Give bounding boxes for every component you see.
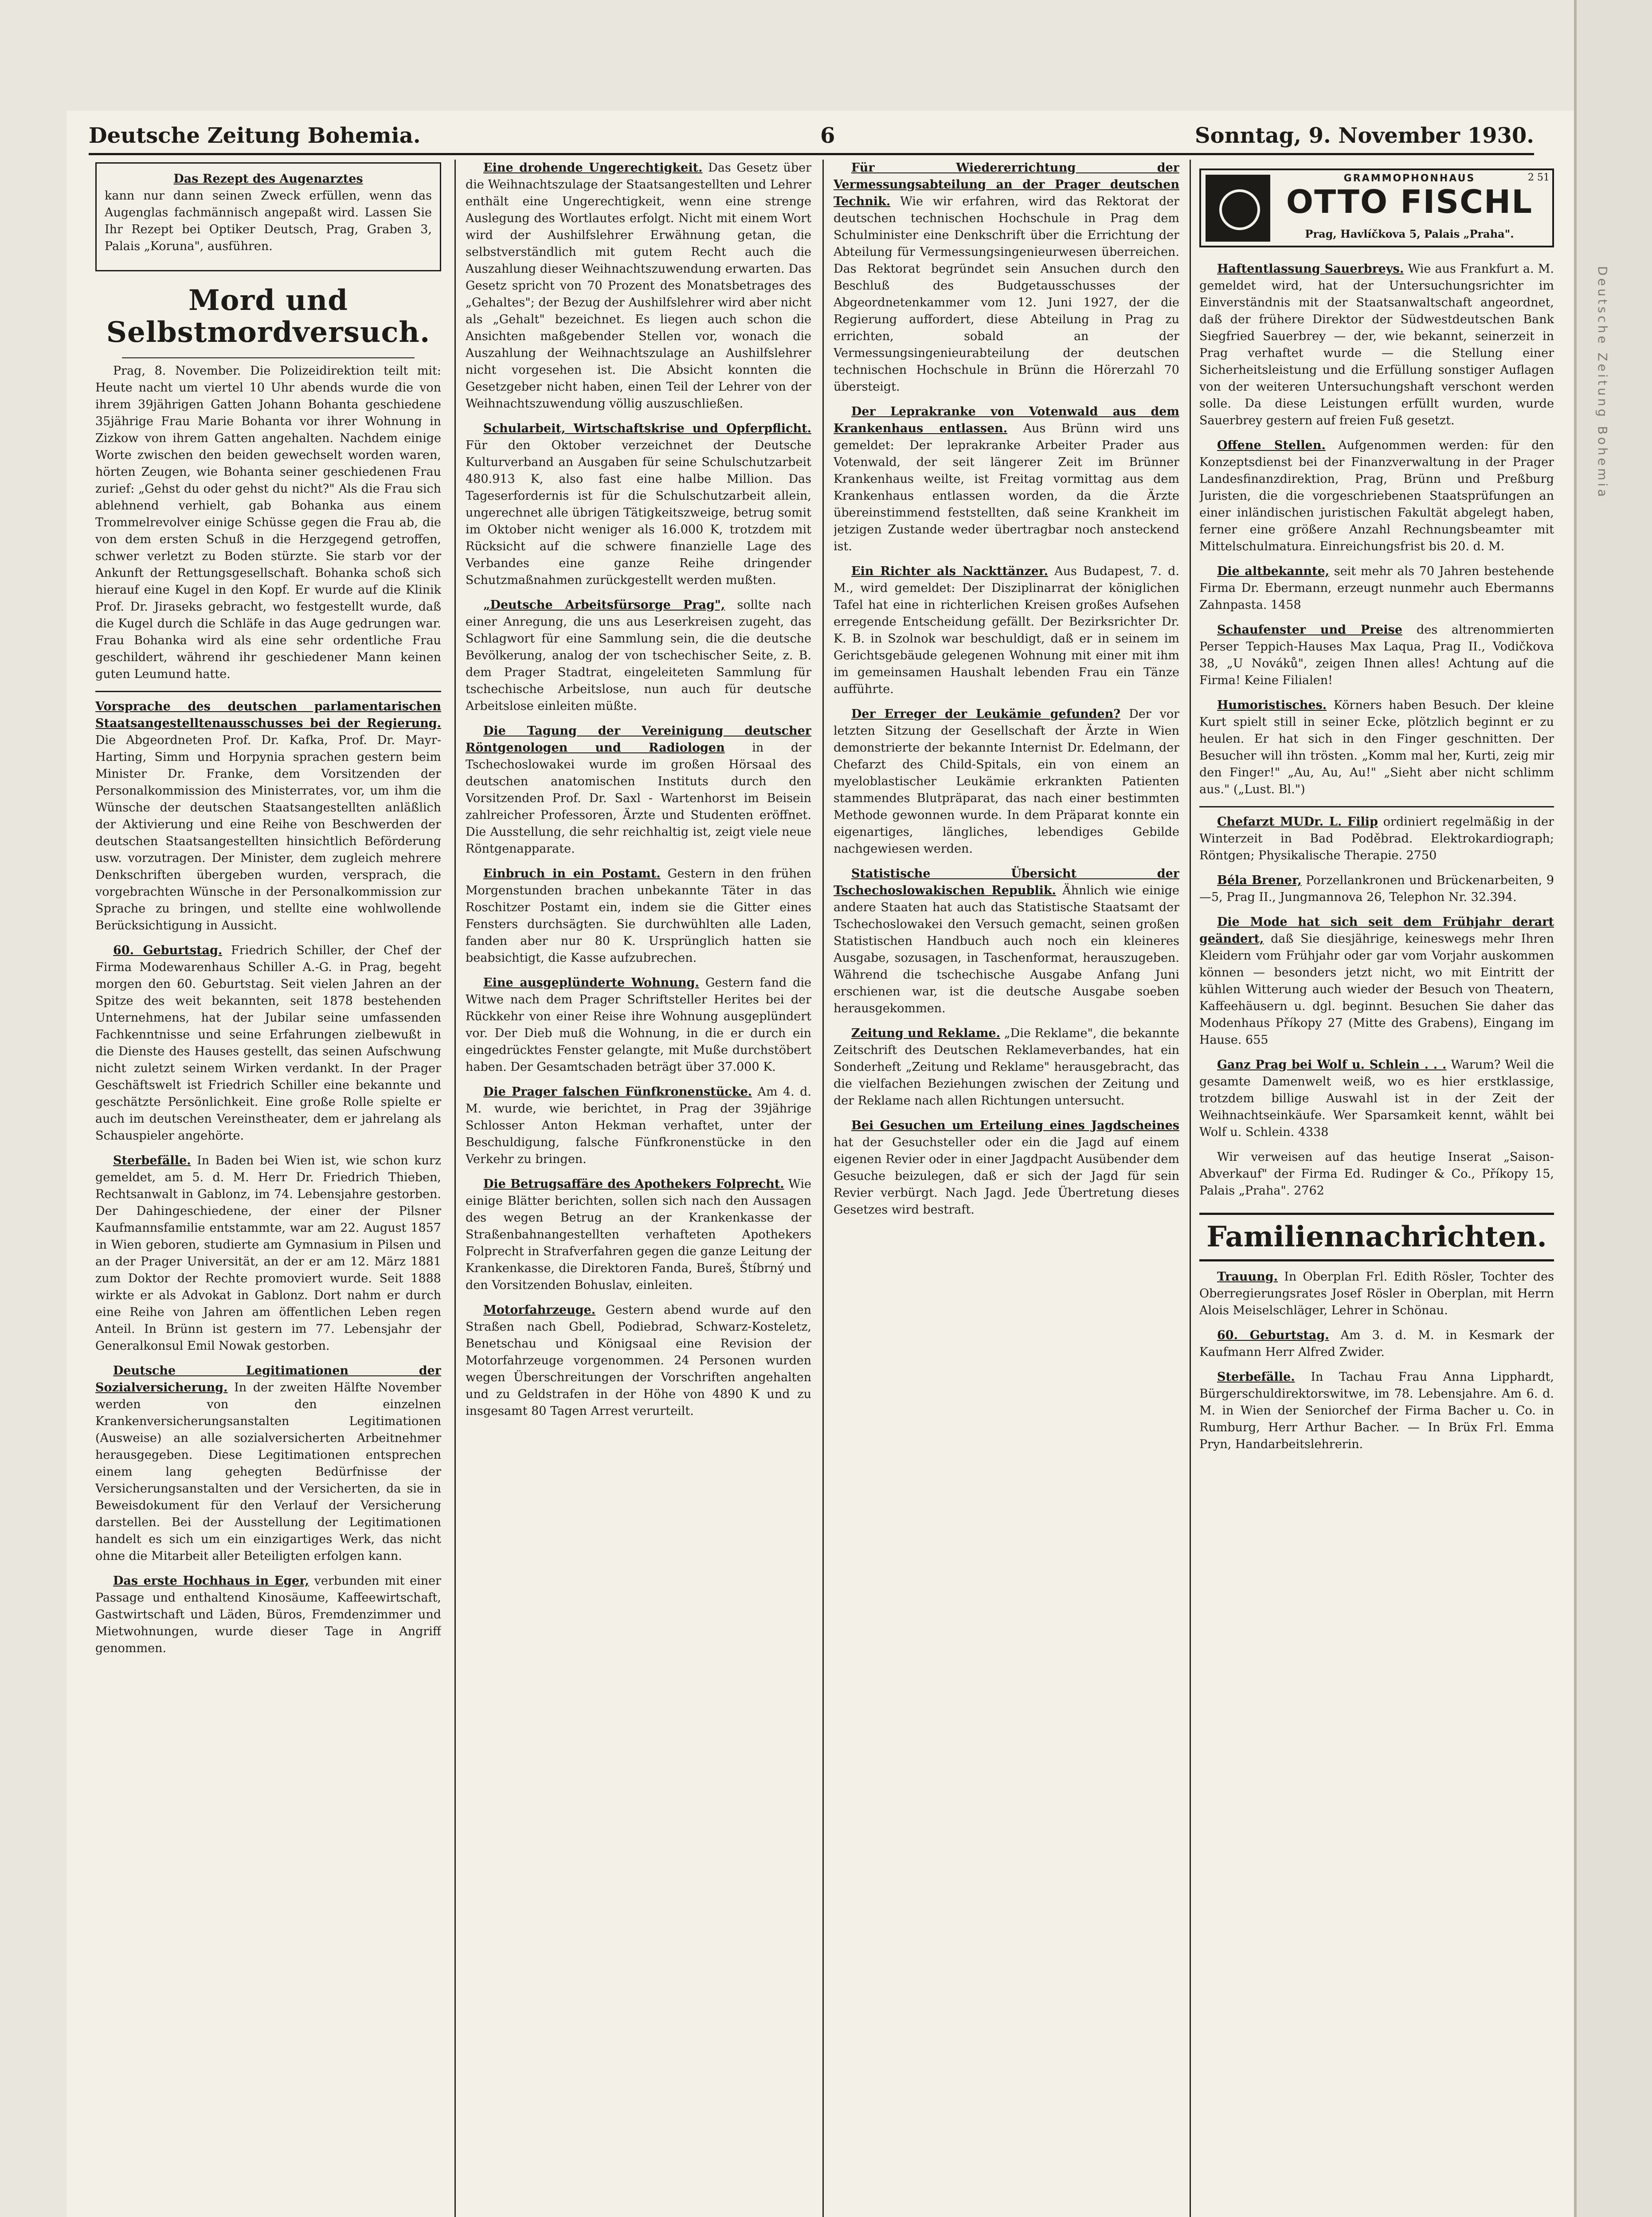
article-body: Am 4. d. M. wurde, wie berichtet, in Prag der 39jährige Schlosser Anton Hekman verhaftet, unter der Beschuldigung, falsche Fünfkronenstücke in den Verkehr zu bringen. xyxy=(466,1085,811,1166)
article-title: Die Tagung der Vereinigung deutscher Röntgenologen und Radiologen xyxy=(466,724,811,755)
article-body: daß Sie diesjährige, keineswegs mehr Ihren Kleidern vom Frühjahr oder gar vom Vorjahr auskommen können — besonders jetzt nicht, wo mit Eintritt der kühlen Witterung auch wieder der Besuch von Theatern, Kaffeehäusern u. dgl. beginnt. Besuchen Sie daher das Modenhaus Příkopy 27 (Mitte des Grabens), Eingang im Hause. xyxy=(1199,932,1554,1047)
article-body: Gestern fand die Witwe nach dem Prager Schriftsteller Herites bei der Rückkehr von einer Reise ihre Wohnung ausgeplündert vor. Der Dieb muß die Wohnung, in die er durch ein eingedrücktes Fenster gelangte, mit Muße durchstöbert haben. Der Gesamtschaden beträgt über 37.000 K. xyxy=(466,976,811,1074)
article-title: Das erste Hochhaus in Eger, xyxy=(113,1574,309,1588)
article-title: Bei Gesuchen um Erteilung eines Jagdscheines xyxy=(851,1119,1179,1132)
article-body: Ähnlich wie einige andere Staaten hat auch das Statistische Staatsamt der Tschechoslowakei den Versuch gemacht, seinen großen Statistischen Handbuch auch noch ein kleineres Ausgabe, sozusagen, in Taschenformat, herauszugeben. Während die tschechische Ausgabe Anfang Juni erschienen war, ist die deutsche Ausgabe soeben herausgekommen. xyxy=(834,884,1179,1015)
article-title: Die altbekannte, xyxy=(1217,564,1330,578)
article-title: 60. Geburtstag. xyxy=(1217,1328,1329,1342)
article-title: Die Prager falschen Fünfkronenstücke. xyxy=(483,1085,752,1099)
article-title: Der Leprakranke von Votenwald aus dem Krankenhaus entlassen. xyxy=(834,405,1179,435)
article-body: Wir verweisen auf das heutige Inserat „Saison-Abverkauf" der Firma Ed. Rudinger & Co., Příkopy 15, Palais „Praha". xyxy=(1199,1150,1554,1198)
family-news-headline: Familiennachrichten. xyxy=(1199,1213,1554,1261)
grammophon-ad xyxy=(1199,168,1554,247)
notice-number: 2750 xyxy=(1406,849,1437,862)
article-title: Sterbefälle. xyxy=(113,1154,191,1167)
section-rule xyxy=(1199,806,1554,807)
ad-kicker: GRAMMOPHONHAUS xyxy=(1343,173,1476,184)
article-body: In Oberplan Frl. Edith Rösler, Tochter des Oberregierungsrates Josef Rösler in Oberplan, mit Herrn Alois Meiselschläger, Lehrer in Schönau. xyxy=(1199,1270,1554,1317)
article-title: Statistische Übersicht der Tschechoslowakischen Republik. xyxy=(834,867,1179,897)
headline-rule xyxy=(122,357,415,358)
article-title: Der Erreger der Leukämie gefunden? xyxy=(851,707,1121,721)
article-body: Der vor letzten Sitzung der Gesellschaft der Ärzte in Wien demonstrierte der bekannte Internist Dr. Edelmann, der Chefarzt des Child-Spitals, ein von einem an myeloblastischer Leukämie erkrankten Patienten stammendes Blutpräparat, das nach einer bestimmten Methode gewonnen wurde. In dem Präparat konnte ein eigenartiges, längliches, lebendiges Gebilde nachgewiesen werden. xyxy=(834,707,1179,856)
article-body: In der zweiten Hälfte November werden von den einzelnen Krankenversicherungsanstalten Legitimationen (Ausweise) an alle sozialversicherten Arbeitnehmer herausgegeben. Diese Legitimationen entsprechen einem lang gehegten Bedürfnisse der Versicherungsanstalten und der Versicherten, da sie in Beweisdokument für den Verlauf der Versicherung darstellen. Bei der Ausstellung der Legitimationen handelt es sich um ein einzigartiges Werk, das nicht ohne die Mitarbeit aller Beteiligten erfolgen kann. xyxy=(95,1381,441,1563)
article-body: In Tachau Frau Anna Lipphardt, Bürgerschuldirektorswitwe, im 78. Lebensjahre. Am 6. d. M. in Wien der Seniorchef der Firma Bacher u. Co. in Rumburg, Herr Arthur Bacher. — In Brüx Frl. Emma Pryn, Handarbeitslehrerin. xyxy=(1199,1370,1554,1451)
notice-number: 1458 xyxy=(1271,598,1301,612)
article-body: Für den Oktober verzeichnet der Deutsche Kulturverband an Ausgaben für seine Schulschutzarbeit 480.913 K, also fast eine halbe Million. Das Tageserfordernis ist für die Schulschutzarbeit allein, ungerechnet alle übrigen Tätigkeitszweige, betrug somit im Oktober nicht weniger als 16.000 K, trotzdem mit Rücksicht auf die schwere finanzielle Lage des Verbandes eine ganze Reihe dringender Schutzmaßnahmen zurückgestellt werden mußten. xyxy=(466,439,811,587)
column-4 xyxy=(1199,160,1554,2217)
article-title: Haftentlassung Sauerbreys. xyxy=(1217,262,1404,276)
article-title: Für Wiedererrichtung der Vermessungsabteilung an der Prager deutschen Technik. xyxy=(834,161,1179,208)
article-body: Körners haben Besuch. Der kleine Kurt spielt still in seiner Ecke, plötzlich beginnt er zu heulen. Er hat sich in den Finger geschnitten. Der Besucher will ihn trösten. „Komm mal her, Kurti, zeig mir den Finger!" „Au, Au, Au!" „Sieht aber nicht schlimm aus." („Lust. Bl.") xyxy=(1199,698,1554,796)
article-body: in der Tschechoslowakei wurde im großen Hörsaal des deutschen anatomischen Instituts durch den Vorsitzenden Prof. Dr. Saxl - Wartenhorst im Beisein zahlreicher Professoren, Ärzte und Studenten eröffnet. Die Ausstellung, die sehr reichhaltig ist, zeigt viele neue Röntgenapparate. xyxy=(466,741,811,856)
section-rule xyxy=(95,691,441,692)
article-body: Wie wir erfahren, wird das Rektorat der deutschen technischen Hochschule in Prag dem Schulminister eine Denkschrift über die Errichtung der Abteilung für Vermessungsingenieurwesen überreichen. Das Rektorat begründet sein Ansuchen durch den Beschluß des Budgetausschusses der Abgeordnetenkammer vom 12. Juni 1927, der die Regierung auffordert, diese Abteilung in Prag zu errichten, sobald an der Vermessungsingenieurabteilung der deutschen technischen Hochschule in Brünn die Hörerzahl 70 übersteigt. xyxy=(834,195,1179,394)
article-body: Die Abgeordneten Prof. Dr. Kafka, Prof. Dr. Mayr-Harting, Simm und Horpynia sprachen gestern beim Minister Dr. Franke, dem Vorsitzenden der Personalkommission des Ministerrates, vor, um ihm die Wünsche der deutschen Staatsangestellten anläßlich der Aktivierung und eine Reihe von Beschwerden der deutschen Staatsangestellten hinsichtlich Beförderung usw. vorzutragen. Der Minister, dem zugleich mehrere Denkschriften übergeben wurden, versprach, die vorgebrachten Wünsche in der Personalkommission zur Sprache zu bringen, und stellte eine wohlwollende Berücksichtigung in Aussicht. xyxy=(95,733,441,932)
ad-brand-name: OTTO FISCHL xyxy=(1286,183,1533,220)
ad-text: kann nur dann seinen Zweck erfüllen, wenn das Augenglas fachmännisch angepaßt wird. Lassen Sie Ihr Rezept bei Optiker Deutsch, Prag, Graben 3, Palais „Koruna", ausführen. xyxy=(105,189,432,253)
article-body: Aus Brünn wird uns gemeldet: Der leprakranke Arbeiter Prader aus Votenwald, der seit längerer Zeit im Brünner Krankenhaus weilte, ist Freitag vormittag aus dem Krankenhaus entlassen worden, da die Ärzte übereinstimmend feststellten, daß seine Krankheit im jetzigen Zustande weder übertragbar noch ansteckend ist. xyxy=(834,422,1179,553)
article-title: 60. Geburtstag. xyxy=(113,944,223,957)
article-body: verbunden mit einer Passage und enthaltend Kinosäume, Kaffeewirtschaft, Gastwirtschaft und Läden, Büros, Fremdenzimmer und Mietwohnungen, wurde dieser Tage in Angriff genommen. xyxy=(95,1574,441,1655)
column-2 xyxy=(466,160,811,2217)
article-body: seit mehr als 70 Jahren bestehende Firma Dr. Ebermann, erzeugt nunmehr auch Ebermanns Zahnpasta. xyxy=(1199,564,1554,612)
article-title: Vorsprache des deutschen parlamentarischen Staatsangestelltenausschusses bei der Regierung. xyxy=(95,700,441,730)
newspaper-title: Deutsche Zeitung Bohemia. xyxy=(89,123,421,148)
ad-number: 2 51 xyxy=(1528,172,1550,183)
article-body: Prag, 8. November. Die Polizeidirektion teilt mit: Heute nacht um viertel 10 Uhr abends wurde die von ihrem 39jährigen Gatten Johann Bohanta geschiedene 35jährige Frau Marie Bohanta vor ihrer Wohnung in Zizkow von ihrem Gatten angehalten. Nachdem einige Worte zwischen den beiden gewechselt worden waren, hörten Zeugen, wie Bohanta seiner geschiedenen Frau zurief: „Gehst du oder gehst du nicht?" Als die Frau sich ablehnend verhielt, gab Bohanka aus einem Trommelrevolver einige Schüsse gegen die Frau ab, die von dem ersten Schuß in die Herzgegend getroffen, schwer verletzt zu Boden stürzte. Sie starb vor der Ankunft der Rettungsgesellschaft. Bohanka schoß sich hierauf eine Kugel in den Kopf. Er wurde auf die Klinik Prof. Dr. Jiraseks gebracht, wo festgestellt wurde, daß die Kugel durch die Schläfe in das Auge gedrungen war. Frau Bohanka wird als eine sehr ordentliche Frau geschildert, während ihr geschiedener Mann keinen guten Leumund hatte. xyxy=(95,364,441,681)
article-title: Einbruch in ein Postamt. xyxy=(483,867,661,881)
optician-ad xyxy=(95,162,441,271)
page-header xyxy=(89,123,1534,150)
notice-number: 655 xyxy=(1245,1033,1268,1047)
article-title: „Deutsche Arbeitsfürsorge Prag", xyxy=(483,598,725,612)
ad-title: Das Rezept des Augenarztes xyxy=(173,172,363,186)
article-body: Gestern abend wurde auf den Straßen nach Gbell, Podiebrad, Schwarz-Kosteletz, Benetschau und Königsaal eine Revision der Motorfahrzeuge vorgenommen. 24 Personen wurden wegen Überschreitungen der Vorschriften angehalten und zu Geldstrafen in der Höhe von 4890 K und zu insgesamt 80 Tagen Arrest verurteilt. xyxy=(466,1303,811,1418)
article-body: Wie aus Frankfurt a. M. gemeldet wird, hat der Untersuchungsrichter im Einverständnis mit der Staatsanwaltschaft angeordnet, daß der frühere Direktor der Südwestdeutschen Bank Siegfried Sauerbrey — der, wie bekannt, seinerzeit in Prag verhaftet wurde — die Stellung einer Sicherheitsleistung und die Erfüllung sonstiger Auflagen von der weiteren Untersuchungshaft verschont werden solle. Da diese Leistungen erfüllt wurden, wurde Sauerbrey gestern auf freien Fuß gesetzt. xyxy=(1199,262,1554,427)
ad-address: Prag, Havlíčkova 5, Palais „Praha". xyxy=(1305,227,1514,240)
column-1 xyxy=(95,160,441,2217)
article-title: Ganz Prag bei Wolf u. Schlein . . . xyxy=(1217,1058,1447,1072)
column-divider xyxy=(822,160,824,2217)
article-title: Eine drohende Ungerechtigkeit. xyxy=(483,161,703,175)
article-body: hat der Gesuchsteller oder ein die Jagd auf einem eigenen Revier oder in einer Jagdpacht Ausübender dem Gesuche beizulegen, daß er sich der Jagd für sein Revier verbürgt. Nach Jagd. Jede Übertretung dieses Gesetzes wird bestraft. xyxy=(834,1136,1179,1217)
article-title: Trauung. xyxy=(1217,1270,1278,1284)
article-title: Eine ausgeplünderte Wohnung. xyxy=(483,976,699,990)
page-number: 6 xyxy=(820,123,835,148)
article-body: Friedrich Schiller, der Chef der Firma Modewarenhaus Schiller A.-G. in Prag, begeht morgen den 60. Geburtstag. Seit vielen Jahren an der Spitze des weit bekannten, seit 1878 bestehenden Unternehmens, hat der Jubilar seine umfassenden Fachkenntnisse und seine Erfahrungen zielbewußt in die Dienste des Hauses gestellt, das seinen Aufschwung nicht zuletzt seinem Wirken verdankt. In der Prager Geschäftswelt ist Friedrich Schiller eine bekannte und geschätzte Persönlichkeit. Eine große Rolle spielte er auch im deutschen Vereinstheater, dem er jahrelang als Schauspieler angehörte. xyxy=(95,944,441,1143)
article-body: Aufgenommen werden: für den Konzeptsdienst bei der Finanzverwaltung in der Prager Landesfinanzdirektion, Prag, Brünn und Preßburg Juristen, die die vorgeschriebenen Staatsprüfungen an einer inländischen juristischen Fakultät abgelegt haben, ferner eine größere Anzahl Rechnungsbeamter mit Mittelschulmatura. Einreichungsfrist bis 20. d. M. xyxy=(1199,439,1554,553)
article-title: Schaufenster und Preise xyxy=(1217,623,1403,637)
article-headline: Mord und Selbstmordversuch. xyxy=(106,284,431,349)
article-title: Humoristisches. xyxy=(1217,698,1327,712)
article-body: „Die Reklame", die bekannte Zeitschrift des Deutschen Reklameverbandes, hat ein Sonderheft „Zeitung und Reklame" herausgebracht, das die vielfachen Beziehungen zwischen der Zeitung und der Reklame nach allen Richtungen untersucht. xyxy=(834,1026,1179,1108)
article-title: Chefarzt MUDr. L. Filip xyxy=(1217,815,1378,829)
article-body: Das Gesetz über die Weihnachtszulage der Staatsangestellten und Lehrer enthält eine Ungerechtigkeit, wenn eine strenge Auslegung des Wortlautes erfolgt. Nicht mit einem Wort wird der Aushilfslehrer Erwähnung getan, die selbstverständlich mit gutem Recht auch die Auszahlung dieser Weihnachtszuwendung erwarten. Das Gesetz spricht von 70 Prozent des Monatsbetrages des „Gehaltes"; der Bezug der Aushilfslehrer wird aber nicht als „Gehalt" bezeichnet. Es liegen auch schon die Ansichten maßgebender Stellen vor, wonach die Auszahlung der Weihnachtszulage an Aushilfslehrer nicht vorgesehen ist. Die Absicht konnten die Gesetzgeber nicht haben, einen Teil der Lehrer von der Weihnachtszuwendung völlig auszuschließen. xyxy=(466,161,811,411)
article-title: Zeitung und Reklame. xyxy=(851,1026,1001,1040)
margin-label: Deutsche Zeitung Bohemia xyxy=(1595,266,1610,500)
issue-date: Sonntag, 9. November 1930. xyxy=(1194,123,1534,148)
column-divider xyxy=(1190,160,1191,2217)
header-rule xyxy=(89,153,1534,155)
article-body: des altrenommierten Perser Teppich-Hauses Max Laqua, Prag II., Vodičkova 38, „U Nováků", zeigen Ihnen alles! Achtung auf die Firma! Keine Filialen! xyxy=(1199,623,1554,687)
article-title: Die Mode hat sich seit dem Frühjahr derart geändert, xyxy=(1199,915,1554,946)
article-body: sollte nach einer Anregung, die uns aus Leserkreisen zugeht, das Schlagwort für eine Sammlung sein, die die deutsche Bevölkerung, analog der von tschechischer Seite, z. B. dem Prager Stadtrat, eingeleiteten Sammlung für tschechische Arbeitslose, nun auch für deutsche Arbeitslose einleiten müßte. xyxy=(466,598,811,713)
article-body: ordiniert regelmäßig in der Winterzeit in Bad Poděbrad. Elektrokardiograph; Röntgen; Physikalische Therapie. xyxy=(1199,815,1554,862)
article-title: Schularbeit, Wirtschaftskrise und Opferpflicht. xyxy=(483,422,811,435)
article-body: Warum? Weil die gesamte Damenwelt weiß, wo es hier erstklassige, trotzdem billige Auswahl ist in der Zeit der Weihnachtseinkäufe. Wer Sparsamkeit kennt, wählt bei Wolf u. Schlein. xyxy=(1199,1058,1554,1139)
article-body: Wie einige Blätter berichten, sollen sich nach den Aussagen des wegen Betrug an der Krankenkasse der Straßenbahnangestellten verhafteten Apothekers Folprecht in Strafverfahren gegen die ganze Leitung der Krankenkasse, die Direktoren Fanda, Bureš, Štíbrný und den Vorsitzenden Bohuslav, einleiten. xyxy=(466,1177,811,1292)
article-body: In Baden bei Wien ist, wie schon kurz gemeldet, am 5. d. M. Herr Dr. Friedrich Thieben, Rechtsanwalt in Gablonz, im 74. Lebensjahre gestorben. Der Dahingeschiedene, der einer der Pilsner Kaufmannsfamilie entstammte, war am 22. August 1857 in Wien geboren, studierte am Gymnasium in Pilsen und an der Prager Universität, an der er am 12. März 1881 zum Doktor der Rechte promoviert wurde. Seit 1888 wirkte er als Advokat in Gablonz. Dort nahm er durch eine Reihe von Jahren am öffentlichen Leben regen Anteil. In Brünn ist gestern im 77. Lebensjahr der Generalkonsul Emil Nowak gestorben. xyxy=(95,1154,441,1353)
article-title: Die Betrugsaffäre des Apothekers Folprecht. xyxy=(483,1177,784,1191)
article-title: Deutsche Legitimationen der Sozialversicherung. xyxy=(95,1364,441,1394)
article-body: Porzellankronen und Brückenarbeiten, 9—5, Prag II., Jungmannova 26, Telephon Nr. 32.394. xyxy=(1199,873,1554,904)
notice-number: 4338 xyxy=(1298,1125,1329,1139)
article-body: Aus Budapest, 7. d. M., wird gemeldet: Der Disziplinarrat der königlichen Tafel hat eine in richterlichen Kreisen großes Aufsehen erregende Entscheidung gefällt. Der Bezirksrichter Dr. K. B. in Szolnok war beschuldigt, daß er in seinem im Gerichtsgebäude gelegenen Wohnung mit einer mit ihm im gemeinsamen Haushalt lebenden Frau ein Tänze aufführte. xyxy=(834,564,1179,696)
article-title: Offene Stellen. xyxy=(1217,439,1326,452)
article-body: Am 3. d. M. in Kesmark der Kaufmann Herr Alfred Zwider. xyxy=(1199,1328,1554,1359)
article-title: Ein Richter als Nackttänzer. xyxy=(851,564,1048,578)
column-divider xyxy=(454,160,456,2217)
scan-margin-strip xyxy=(1574,0,1652,2217)
article-body: Gestern in den frühen Morgenstunden brachen unbekannte Täter in das Roschitzer Postamt ein, indem sie die Gitter eines Fensters durchsägten. Sie durchwühlten alle Laden, fanden aber nur 80 K. Ursprünglich hatten sie beabsichtigt, die Kasse aufzubrechen. xyxy=(466,867,811,965)
notice-number: 2762 xyxy=(1294,1184,1324,1198)
article-title: Béla Brener, xyxy=(1217,873,1302,887)
article-title: Sterbefälle. xyxy=(1217,1370,1295,1384)
article-title: Motorfahrzeuge. xyxy=(483,1303,596,1317)
gramophone-logo-icon xyxy=(1206,175,1270,242)
column-3 xyxy=(834,160,1179,2217)
